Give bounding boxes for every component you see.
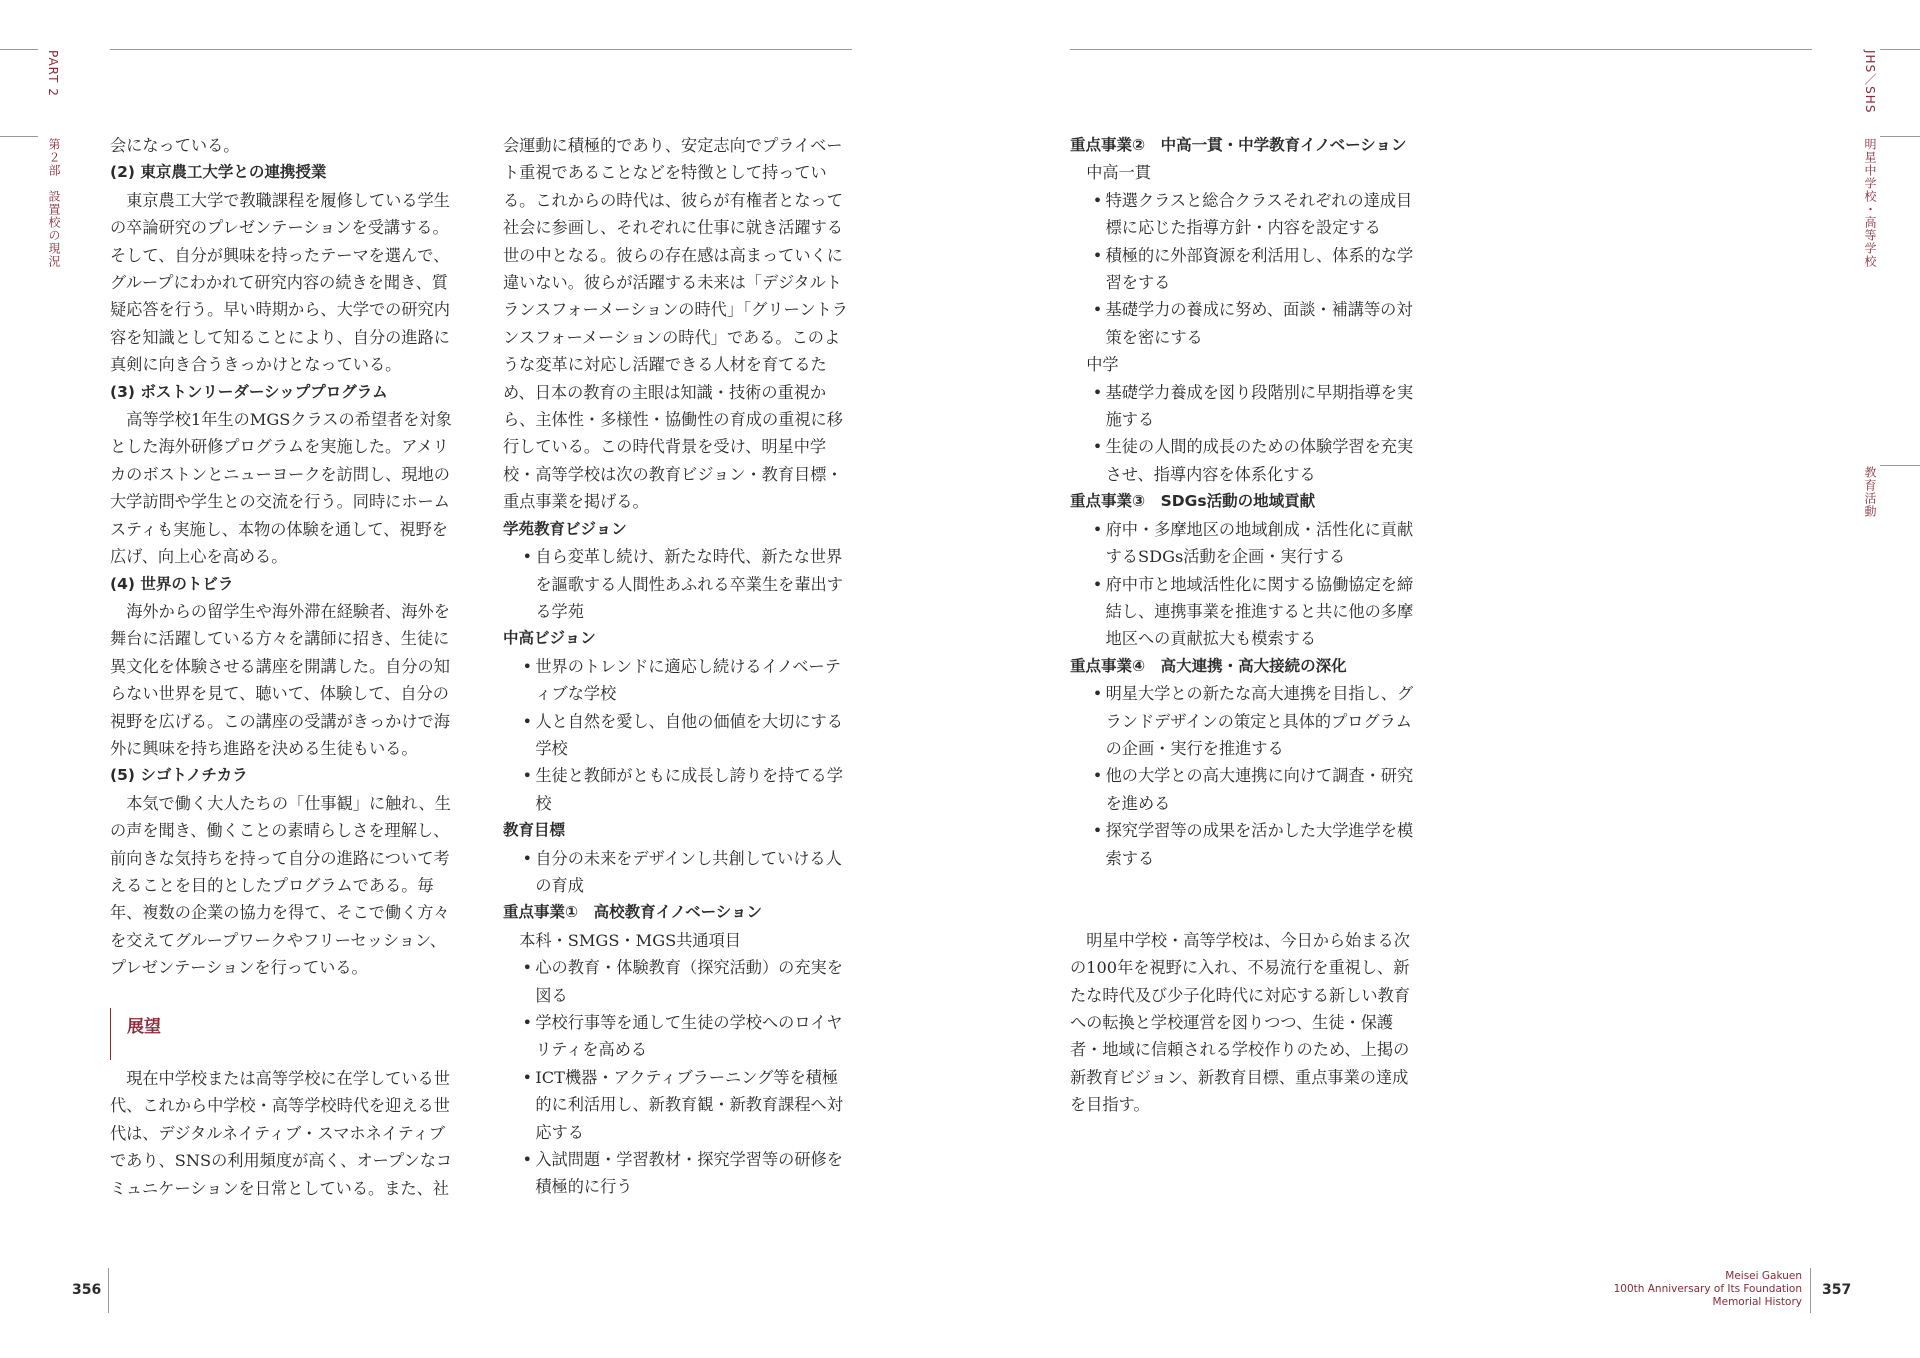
- list-item: • 明星大学との新たな高大連携を目指し、グランドデザインの策定と具体的プログラムの企画・実行を推進する: [1092, 684, 1414, 758]
- list-item: • 世界のトレンドに適応し続けるイノベーティブな学校: [522, 656, 841, 704]
- section-body-4: 海外からの留学生や海外滞在経験者、海外を舞台に活躍している方々を講師に招き、生徒に異文化を体験させる講座を開講した。自分の知らない世界を見て、聴いて、体験して、自分の視野を広げる。この講座の受講がきっかけで海外に興味を持ち進路を決める生徒もいる。: [110, 601, 450, 758]
- list-item: • 生徒と教師がともに成長し誇りを持てる学校: [522, 766, 843, 813]
- outlook-heading-box: [110, 1008, 161, 1060]
- list-item: • 人と自然を愛し、自他の価値を大切にする学校: [522, 711, 843, 758]
- right-top-rule: [1070, 49, 1812, 50]
- section-body-3: 高等学校1年生のMGSクラスの希望者を対象とした海外研修プログラムを実施した。アメリカのボストンとニューヨークを訪問し、現地の大学訪問や学生との交流を行う。同時にホームスティも実施し、本物の体験を通して、視野を広げ、向上心を高める。: [110, 410, 452, 567]
- goal-heading: 教育目標: [503, 821, 566, 840]
- focus2-subheading-2: 中学: [1086, 355, 1119, 375]
- column-2: [503, 132, 852, 1201]
- list-item: • 入試問題・学習教材・探究学習等の研修を積極的に行う: [522, 1150, 843, 1197]
- continued-text: 会になっている。: [110, 136, 240, 155]
- focus4-heading: 重点事業④ 高大連携・高大接続の深化: [1070, 656, 1347, 675]
- list-item: • 積極的に外部資源を利活用し、体系的な学習をする: [1092, 245, 1414, 293]
- column-3: [1070, 132, 1420, 1119]
- list-item: • 特選クラスと総合クラスそれぞれの達成目標に応じた指導方針・内容を設定する: [1092, 190, 1413, 238]
- left-top-rule: [110, 49, 852, 50]
- list-item: • ICT機器・アクティブラーニング等を積極的に利活用し、新教育観・新教育課程へ対応する: [522, 1067, 843, 1142]
- section-body-5: 本気で働く大人たちの「仕事観」に触れ、生の声を聞き、働くことの素晴らしさを理解し、前向きな気持ちを持って自分の進路について考えることを目的としたプログラムである。毎年、複数の企業の協力を得て、そこで働く方々を交えてグループワークやフリーセッション、プレゼンテーションを行っている。: [110, 793, 451, 978]
- section-heading-5: (5) シゴトノチカラ: [110, 766, 248, 785]
- list-item: • 学校行事等を通して生徒の学校へのロイヤリティを高める: [522, 1013, 843, 1060]
- focus2-subheading-1: 中高一貫: [1086, 163, 1151, 183]
- outlook-heading: 展望: [127, 1017, 161, 1037]
- chuko-vision-heading: 中高ビジョン: [503, 629, 596, 648]
- column-1: [110, 132, 458, 982]
- page-number-right: 357: [1822, 1282, 1852, 1298]
- list-item: • 府中・多摩地区の地域創成・活性化に貢献するSDGs活動を企画・実行する: [1092, 519, 1414, 567]
- footer-line-1: Meisei Gakuen: [1725, 1270, 1802, 1282]
- list-item: • 府中市と地域活性化に関する協働協定を締結し、連携事業を推進すると共に他の多摩地区への貢献拡大も模索する: [1092, 574, 1414, 649]
- part-label: PART 2: [46, 50, 60, 97]
- school-name-label: 明星中学校・高等学校: [1863, 138, 1877, 268]
- list-item: • 自ら変革し続け、新たな時代、新たな世界を謳歌する人間性あふれる卒業生を輩出する学苑: [522, 547, 843, 621]
- continued-text-2: 会運動に積極的であり、安定志向でプライベート重視であることなどを特徴として持っている。これからの時代は、彼らが有権者となって社会に参画し、それぞれに仕事に就き活躍する世の中となる。彼らの存在感は高まっていくに違いない。彼らが活躍する未来は「デジタルトランスフォーメーションの時代」「グリーントランスフォーメーションの時代」である。このような変革に対応し活躍できる人材を育てるため、日本の教育の主眼は知識・技術の重視から、主体性・多様性・協働性の育成の重視に移行している。この時代背景を受け、明星中学校・高等学校は次の教育ビジョン・教育目標・重点事業を掲げる。: [503, 136, 848, 512]
- school-code-label: JHS／SHS: [1863, 50, 1877, 114]
- focus3-heading: 重点事業③ SDGs活動の地域貢献: [1070, 492, 1316, 511]
- section-heading-4: (4) 世界のトビラ: [110, 574, 234, 593]
- left-margin-rule-1: [0, 49, 38, 50]
- focus1-subheading: 本科・SMGS・MGS共通項目: [519, 930, 741, 950]
- footer-line-2: 100th Anniversary of Its Foundation: [1613, 1283, 1802, 1295]
- section-label: 第２部 設置校の現況: [47, 138, 61, 268]
- focus1-heading: 重点事業① 高校教育イノベーション: [503, 903, 762, 922]
- list-item: • 心の教育・体験教育（探究活動）の充実を図る: [522, 958, 843, 1005]
- list-item: • 基礎学力養成を図り段階別に早期指導を実施する: [1092, 382, 1414, 430]
- footer-title: [1614, 1270, 1802, 1309]
- topic-label: 教育活動: [1863, 466, 1877, 518]
- list-item: • 他の大学との高大連携に向けて調査・研究を進める: [1092, 766, 1414, 813]
- footer-line-3: Memorial History: [1712, 1296, 1802, 1308]
- list-item: • 基礎学力の養成に努め、面談・補講等の対策を密にする: [1092, 300, 1413, 347]
- page-number-left: 356: [72, 1282, 102, 1298]
- list-item: • 自分の未来をデザインし共創していける人の育成: [522, 848, 842, 895]
- right-margin-rule-1: [1880, 49, 1920, 50]
- closing-paragraph: 明星中学校・高等学校は、今日から始まる次の100年を視野に入れ、不易流行を重視し、新たな時代及び少子化時代に対応する新しい教育への転換と学校運営を図りつつ、生徒・保護者・地域に信頼される学校作りのため、上掲の新教育ビジョン、新教育目標、重点事業の達成を目指す。: [1070, 930, 1410, 1115]
- right-margin-rule-2: [1880, 136, 1920, 137]
- list-item: • 生徒の人間的成長のための体験学習を充実させ、指導内容を体系化する: [1092, 437, 1414, 484]
- right-footer-rule: [1810, 1268, 1811, 1313]
- left-margin-rule-2: [0, 136, 38, 137]
- section-body-2: 東京農工大学で教職課程を履修している学生の卒論研究のプレゼンテーションを受講する。そして、自分が興味を持ったテーマを選んで、グループにわかれて研究内容の続きを聞き、質疑応答を行う。早い時期から、大学での研究内容を知識として知ることにより、自分の進路に真剣に向き合うきっかけとなっている。: [110, 190, 450, 375]
- vision-heading: 学苑教育ビジョン: [503, 519, 627, 538]
- right-margin-rule-3: [1880, 465, 1920, 466]
- outlook-body: 現在中学校または高等学校に在学している世代、これから中学校・高等学校時代を迎える世代は、デジタルネイティブ・スマホネイティブであり、SNSの利用頻度が高く、オープンなコミュニケーションを日常としている。また、社: [110, 1069, 453, 1198]
- left-footer-rule: [108, 1268, 109, 1313]
- focus2-heading: 重点事業② 中高一貫・中学教育イノベーション: [1070, 136, 1407, 154]
- section-heading-2: (2) 東京農工大学との連携授業: [110, 163, 327, 182]
- list-item: • 探究学習等の成果を活かした大学進学を模索する: [1092, 821, 1414, 868]
- section-heading-3: (3) ボストンリーダーシッププログラム: [110, 382, 388, 401]
- column-1-outlook: [110, 1065, 458, 1202]
